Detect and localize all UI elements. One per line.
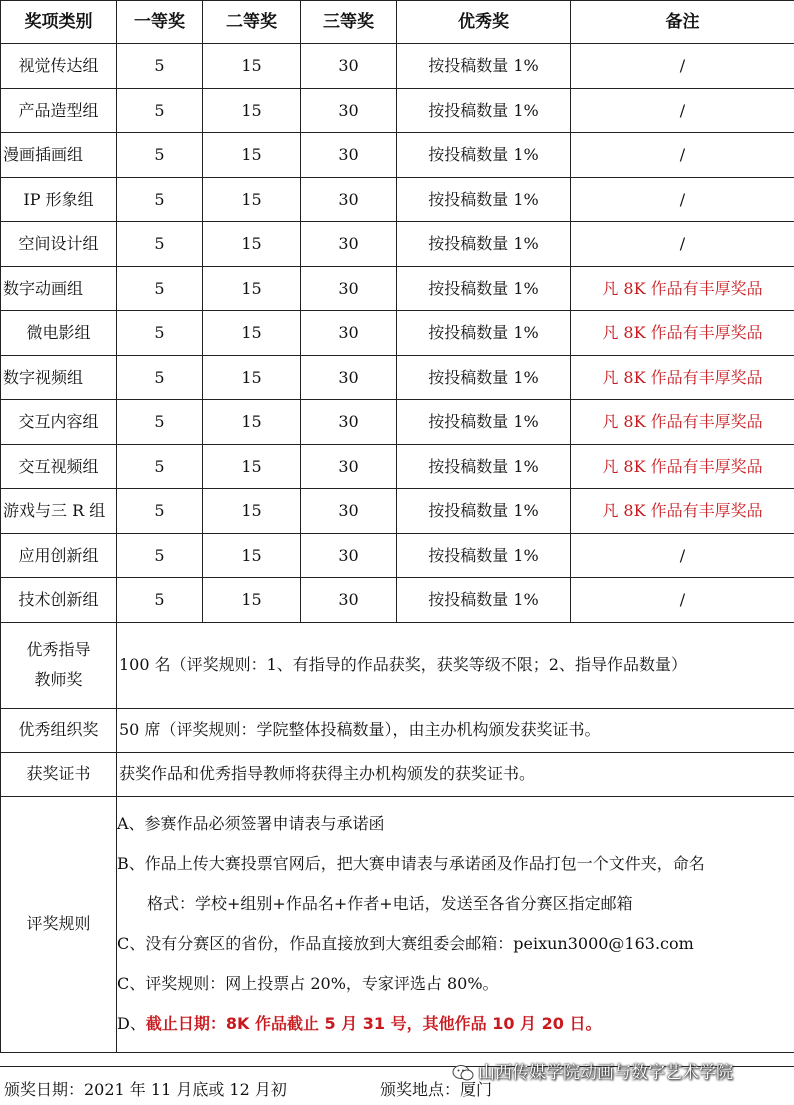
third-prize-cell: 30 — [301, 44, 397, 89]
rule-d-deadline: 截止日期：8K 作品截止 5 月 31 号，其他作品 10 月 20 日。 — [146, 1014, 602, 1033]
merit-prize-cell: 按投稿数量 1% — [397, 400, 571, 445]
second-prize-cell: 15 — [203, 266, 301, 311]
merit-prize-cell: 按投稿数量 1% — [397, 88, 571, 133]
second-prize-cell: 15 — [203, 44, 301, 89]
certificate-row — [1, 752, 794, 796]
first-prize-cell: 5 — [117, 133, 203, 178]
first-prize-cell: 5 — [117, 533, 203, 578]
table-row — [1, 489, 794, 534]
category-cell: 视觉传达组 — [1, 44, 117, 89]
teacher-award-label-line1: 优秀指导 — [1, 635, 116, 665]
second-prize-cell: 15 — [203, 88, 301, 133]
first-prize-cell: 5 — [117, 177, 203, 222]
table-row — [1, 177, 794, 222]
first-prize-cell: 5 — [117, 444, 203, 489]
second-prize-cell: 15 — [203, 578, 301, 623]
merit-prize-cell: 按投稿数量 1% — [397, 311, 571, 356]
merit-prize-cell: 按投稿数量 1% — [397, 177, 571, 222]
table-row — [1, 222, 794, 267]
second-prize-cell: 15 — [203, 533, 301, 578]
note-cell: / — [571, 533, 794, 578]
category-cell: 微电影组 — [1, 311, 117, 356]
note-cell: 凡 8K 作品有丰厚奖品 — [571, 311, 794, 356]
certificate-text: 获奖作品和优秀指导教师将获得主办机构颁发的获奖证书。 — [117, 752, 794, 796]
first-prize-cell: 5 — [117, 489, 203, 534]
table-row — [1, 444, 794, 489]
table-row — [1, 578, 794, 623]
first-prize-cell: 5 — [117, 355, 203, 400]
second-prize-cell: 15 — [203, 400, 301, 445]
third-prize-cell: 30 — [301, 400, 397, 445]
teacher-award-row — [1, 622, 794, 708]
first-prize-cell: 5 — [117, 400, 203, 445]
merit-prize-cell: 按投稿数量 1% — [397, 489, 571, 534]
table-row — [1, 88, 794, 133]
teacher-award-label — [1, 622, 117, 708]
merit-prize-cell: 按投稿数量 1% — [397, 44, 571, 89]
org-award-text: 50 席（评奖规则：学院整体投稿数量），由主办机构颁发获奖证书。 — [117, 708, 794, 752]
header-row — [1, 1, 794, 44]
note-cell: / — [571, 177, 794, 222]
category-cell: IP 形象组 — [1, 177, 117, 222]
merit-prize-cell: 按投稿数量 1% — [397, 578, 571, 623]
rule-d-prefix: D、 — [117, 1014, 146, 1033]
ceremony-date: 颁奖日期：2021 年 11 月底或 12 月初 — [4, 1077, 287, 1100]
wechat-icon — [452, 1064, 474, 1082]
first-prize-cell: 5 — [117, 578, 203, 623]
third-prize-cell: 30 — [301, 266, 397, 311]
table-row — [1, 44, 794, 89]
watermark — [452, 1058, 733, 1083]
second-prize-cell: 15 — [203, 133, 301, 178]
note-cell: / — [571, 578, 794, 623]
rule-b1: B、作品上传大赛投票官网后，把大赛申请表与承诺函及作品打包一个文件夹，命名 — [117, 844, 794, 884]
category-cell: 数字视频组 — [1, 355, 117, 400]
rule-c1: C、没有分赛区的省份，作品直接放到大赛组委会邮箱：peixun3000@163.com — [117, 924, 794, 964]
third-prize-cell: 30 — [301, 489, 397, 534]
third-prize-cell: 30 — [301, 311, 397, 356]
note-cell: 凡 8K 作品有丰厚奖品 — [571, 355, 794, 400]
merit-prize-cell: 按投稿数量 1% — [397, 266, 571, 311]
first-prize-cell: 5 — [117, 44, 203, 89]
category-cell: 产品造型组 — [1, 88, 117, 133]
teacher-award-label-line2: 教师奖 — [1, 665, 116, 695]
table-row — [1, 133, 794, 178]
category-cell: 数字动画组 — [1, 266, 117, 311]
certificate-label: 获奖证书 — [1, 752, 117, 796]
rules-label: 评奖规则 — [1, 796, 117, 1052]
org-award-row — [1, 708, 794, 752]
table-row — [1, 355, 794, 400]
first-prize-cell: 5 — [117, 88, 203, 133]
rules-text — [117, 796, 794, 1052]
rule-b2: 格式：学校+组别+作品名+作者+电话，发送至各省分赛区指定邮箱 — [117, 884, 794, 924]
second-prize-cell: 15 — [203, 177, 301, 222]
note-cell: / — [571, 88, 794, 133]
header-notes: 备注 — [571, 1, 794, 44]
note-cell: 凡 8K 作品有丰厚奖品 — [571, 400, 794, 445]
second-prize-cell: 15 — [203, 222, 301, 267]
table-row — [1, 400, 794, 445]
third-prize-cell: 30 — [301, 578, 397, 623]
note-cell: / — [571, 222, 794, 267]
third-prize-cell: 30 — [301, 88, 397, 133]
category-cell: 漫画插画组 — [1, 133, 117, 178]
table-row — [1, 533, 794, 578]
third-prize-cell: 30 — [301, 133, 397, 178]
third-prize-cell: 30 — [301, 222, 397, 267]
teacher-award-text: 100 名（评奖规则：1、有指导的作品获奖，获奖等级不限；2、指导作品数量） — [117, 622, 794, 708]
merit-prize-cell: 按投稿数量 1% — [397, 444, 571, 489]
third-prize-cell: 30 — [301, 533, 397, 578]
second-prize-cell: 15 — [203, 355, 301, 400]
ceremony-place: 颁奖地点：厦门 — [380, 1077, 492, 1100]
category-cell: 空间设计组 — [1, 222, 117, 267]
third-prize-cell: 30 — [301, 444, 397, 489]
rules-row — [1, 796, 794, 1052]
note-cell: 凡 8K 作品有丰厚奖品 — [571, 444, 794, 489]
first-prize-cell: 5 — [117, 266, 203, 311]
table-row — [1, 311, 794, 356]
first-prize-cell: 5 — [117, 222, 203, 267]
rule-d — [117, 1004, 794, 1044]
first-prize-cell: 5 — [117, 311, 203, 356]
category-cell: 交互内容组 — [1, 400, 117, 445]
second-prize-cell: 15 — [203, 489, 301, 534]
header-second-prize: 二等奖 — [203, 1, 301, 44]
merit-prize-cell: 按投稿数量 1% — [397, 222, 571, 267]
header-third-prize: 三等奖 — [301, 1, 397, 44]
second-prize-cell: 15 — [203, 311, 301, 356]
category-cell: 游戏与三 R 组 — [1, 489, 117, 534]
merit-prize-cell: 按投稿数量 1% — [397, 133, 571, 178]
category-cell: 应用创新组 — [1, 533, 117, 578]
header-category: 奖项类别 — [1, 1, 117, 44]
second-prize-cell: 15 — [203, 444, 301, 489]
rule-c2: C、评奖规则：网上投票占 20%，专家评选占 80%。 — [117, 964, 794, 1004]
rule-a: A、参赛作品必须签署申请表与承诺函 — [117, 804, 794, 844]
note-cell: / — [571, 133, 794, 178]
note-cell: 凡 8K 作品有丰厚奖品 — [571, 266, 794, 311]
note-cell: / — [571, 44, 794, 89]
header-first-prize: 一等奖 — [117, 1, 203, 44]
watermark-text: 山西传媒学院动画与数字艺术学院 — [478, 1063, 733, 1083]
merit-prize-cell: 按投稿数量 1% — [397, 533, 571, 578]
category-cell: 技术创新组 — [1, 578, 117, 623]
category-cell: 交互视频组 — [1, 444, 117, 489]
table-row — [1, 266, 794, 311]
note-cell: 凡 8K 作品有丰厚奖品 — [571, 489, 794, 534]
third-prize-cell: 30 — [301, 177, 397, 222]
header-merit-prize: 优秀奖 — [397, 1, 571, 44]
third-prize-cell: 30 — [301, 355, 397, 400]
merit-prize-cell: 按投稿数量 1% — [397, 355, 571, 400]
org-award-label: 优秀组织奖 — [1, 708, 117, 752]
